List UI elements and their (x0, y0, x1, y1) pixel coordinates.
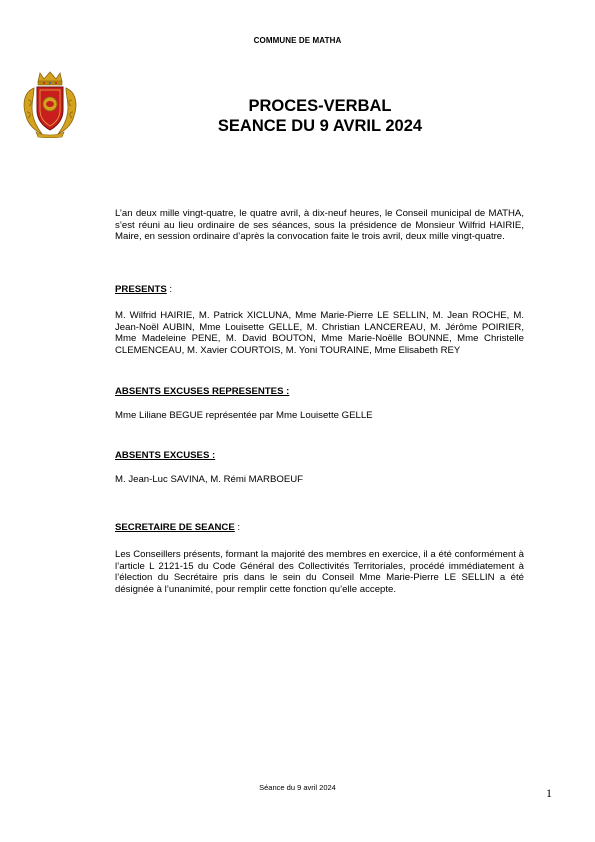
page-footer: Séance du 9 avril 2024 (259, 783, 336, 792)
presents-heading: PRESENTS (115, 284, 167, 295)
absents-represented-text: Mme Liliane BEGUE représentée par Mme Louisette GELLE (115, 410, 373, 421)
secretary-heading-line (115, 522, 524, 534)
intro-paragraph: L’an deux mille vingt-quatre, le quatre avril, à dix-neuf heures, le Conseil municipal de MATHA, s’est réuni au lieu ordinaire de ses séances, sous la présidence de Monsieur Wilfrid HAIRIE, Maire, en session ordinaire d’après la convocation faite le trois avril, deux mille vingt-quatre. (115, 208, 524, 243)
absents-excused-text: M. Jean-Luc SAVINA, M. Rémi MARBOEUF (115, 474, 304, 485)
presents-heading-suffix: : (166, 284, 173, 295)
absents-represented-heading: ABSENTS EXCUSES REPRESENTES : (115, 386, 290, 397)
title-line-1: PROCES-VERBAL (248, 97, 392, 115)
title-line-2: SEANCE DU 9 AVRIL 2024 (217, 117, 423, 135)
secretary-heading-suffix: : (234, 522, 241, 533)
page-number: 1 (546, 786, 552, 800)
secretary-heading: SECRETAIRE DE SEANCE (115, 522, 235, 533)
presents-heading-line (115, 284, 524, 296)
presents-list: M. Wilfrid HAIRIE, M. Patrick XICLUNA, Mme Marie-Pierre LE SELLIN, M. Jean ROCHE, M. Jean-Noël AUBIN, Mme Louisette GELLE, M. Christian LANCEREAU, M. Jérôme POIRIER, Mme Madeleine PENE, M. David BOUTON, Mme Marie-Noëlle BOUNNE, Mme Christelle CLEMENCEAU, M. Xavier COURTOIS, M. Yoni TOURAINE, Mme Elisabeth REY (115, 310, 524, 356)
document-title (0, 96, 595, 136)
absents-excused-heading-line (115, 450, 524, 462)
absents-represented-heading-line (115, 386, 524, 398)
commune-header: COMMUNE DE MATHA (253, 36, 342, 45)
secretary-paragraph: Les Conseillers présents, formant la majorité des membres en exercice, il a été conformément à l’article L 2121-15 du Code Général des Collectivités Territoriales, procédé immédiatement à l’élection du Secrétaire pris dans le sein du Conseil Mme Marie-Pierre LE SELLIN a été désignée à l’unanimité, pour remplir cette fonction qu’elle accepte. (115, 549, 524, 595)
absents-excused-heading: ABSENTS EXCUSES : (115, 450, 216, 461)
